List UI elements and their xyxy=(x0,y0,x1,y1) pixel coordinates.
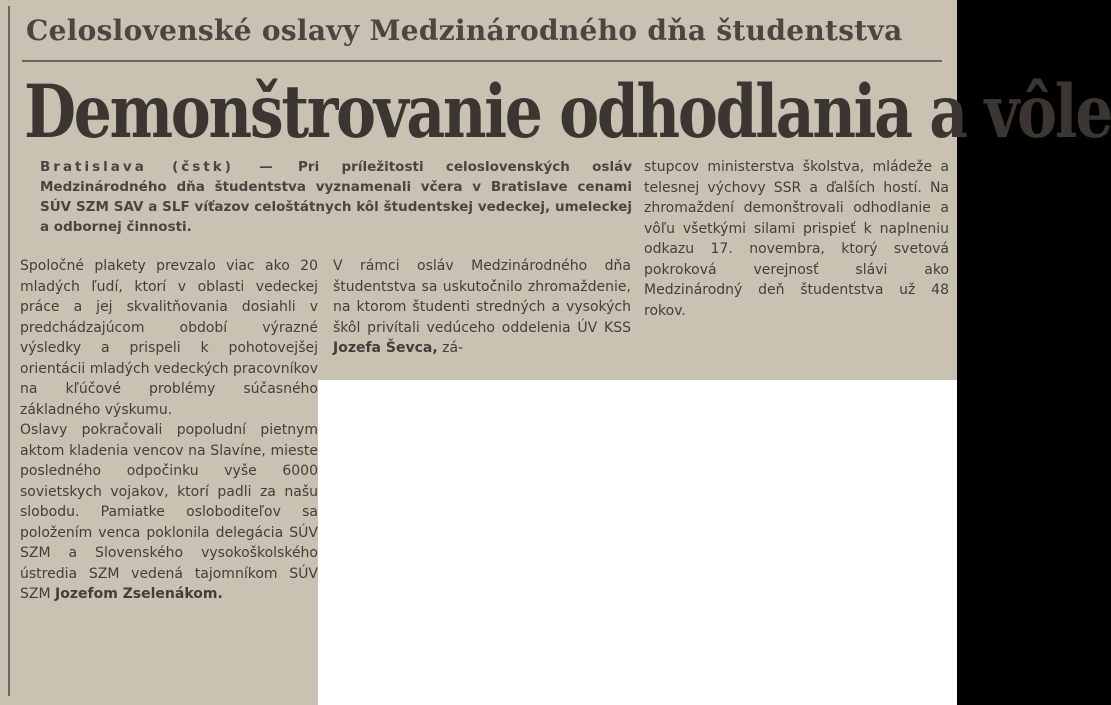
col1-paragraph-1: Spoločné plakety prevzalo viac ako 20 mladých ľudí, ktorí v oblasti vedeckej práce a jej skvalitňovania dosiahli v predchádzajúcom období výrazné výsledky a prispeli k pohotovejšej orientácii mladých vedeckých pracovníkov na kľúčové problémy súčasného základného výskumu. xyxy=(20,258,318,418)
rule-top xyxy=(22,60,942,62)
column-3 xyxy=(644,157,949,321)
column-1 xyxy=(20,256,318,605)
kicker: Celoslovenské oslavy Medzinárodného dňa študentstva xyxy=(26,14,903,47)
column-2 xyxy=(333,256,631,359)
col1-p2-text: Oslavy pokračovali popoludní pietnym aktom kladenia vencov na Slavíne, mieste posledného odpočinku vyše 6000 sovietskych vojakov, ktorí padli za našu slobodu. Pamiatke osloboditeľov sa položením venca poklonila delegácia SÚV SZM a Slovenského vysokoškolského ústredia SZM vedená tajomníkom SÚV SZM xyxy=(20,422,318,602)
col3-paragraph: stupcov ministerstva školstva, mládeže a telesnej výchovy SSR a ďalších hostí. Na zhromaždení demonštrovali odhodlanie a vôľu všetkými silami prispieť k naplneniu odkazu 17. novembra, ktorý svetová pokroková verejnosť slávi ako Medzinárodný deň študentstva už 48 rokov. xyxy=(644,159,949,319)
cropped-blank-area xyxy=(318,380,957,705)
lead-paragraph xyxy=(40,157,632,237)
col2-tail: zá- xyxy=(442,340,464,356)
col2-text: V rámci osláv Medzinárodného dňa študentstva sa uskutočnilo zhromaždenie, na ktorom študenti stredných a vysokých škôl privítali vedúceho oddelenia ÚV KSS xyxy=(333,258,631,336)
dateline: Bratislava (čstk) — xyxy=(40,159,276,175)
col1-p2-bold: Jozefom Zselenákom. xyxy=(55,586,223,602)
headline: Demonštrovanie odhodlania a vôle xyxy=(24,70,1111,156)
column-border xyxy=(8,6,10,696)
col1-paragraph-2 xyxy=(20,420,318,605)
lead-text: Pri príležitosti celoslovenských osláv Medzinárodného dňa študentstva vyznamenali včera v Bratislave cenami SÚV SZM SAV a SLF víťazov celoštátnych kôl študentskej vedeckej, umeleckej a odbornej činnosti. xyxy=(40,159,633,235)
col2-paragraph xyxy=(333,256,631,359)
col2-bold: Jozefa Ševca, xyxy=(333,340,438,356)
